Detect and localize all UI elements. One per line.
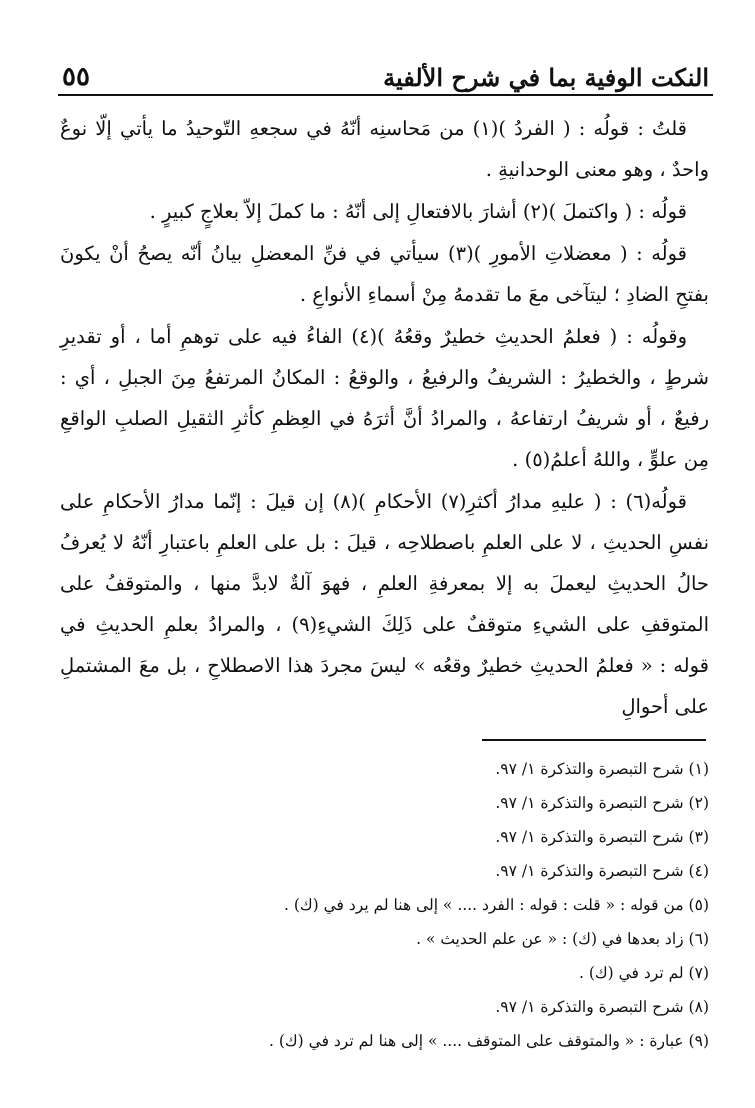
footnotes — [60, 752, 709, 1058]
page-number: ٥٥ — [62, 62, 90, 92]
footnote: (٤) شرح التبصرة والتذكرة ١/ ٩٧. — [495, 862, 709, 880]
paragraph: وقولُه : ( فعلمُ الحديثِ خطيرٌ وقعُهُ )(٤) الفاءُ فيه على توهمِ أما ، أو تقديرِ شرطٍ ، والخطيرُ : الشريفُ والرفيعُ ، والوقعُ : المكانُ المرتفعُ مِنَ الجبلِ ، أي : رفيعٌ ، أو شريفُ ارتفاعهُ ، والمرادُ أنَّ أثرَهُ في العِظمِ كأثرِ الثقيلِ الصلبِ الواقعِ مِن علوٍّ ، واللهُ أعلمُ(٥) . — [60, 325, 709, 471]
header-rule — [58, 94, 713, 96]
footnote: (٩) عبارة : « والمتوقف على المتوقف .... » إلى هنا لم ترد في (ك) . — [269, 1032, 709, 1050]
running-title: النكت الوفية بما في شرح الألفية — [383, 63, 709, 92]
footnote: (٣) شرح التبصرة والتذكرة ١/ ٩٧. — [495, 828, 709, 846]
paragraph: قولُه : ( معضلاتِ الأمورِ )(٣) سيأتي في فنِّ المعضلِ بيانُ أنّه يصحُ أنْ يكونَ بفتحِ الضادِ ؛ ليتآخى معَ ما تقدمهُ مِنْ أسماءِ الأنواعِ . — [60, 242, 709, 306]
footnote: (٧) لم ترد في (ك) . — [578, 964, 709, 982]
footnote: (٥) من قوله : « قلت : قوله : الفرد .... » إلى هنا لم يرد في (ك) . — [283, 896, 709, 914]
footnote-separator — [482, 739, 706, 741]
footnote: (٨) شرح التبصرة والتذكرة ١/ ٩٧. — [495, 998, 709, 1016]
footnote: (٦) زاد بعدها في (ك) : « عن علم الحديث » . — [416, 930, 709, 948]
paragraph: قولُه : ( واكتملَ )(٢) أشارَ بالافتعالِ إلى أنّهُ : ما كملَ إلاّ بعلاجٍ كبيرٍ . — [149, 200, 687, 223]
footnote: (١) شرح التبصرة والتذكرة ١/ ٩٧. — [495, 760, 709, 778]
body-text — [60, 108, 709, 727]
footnote: (٢) شرح التبصرة والتذكرة ١/ ٩٧. — [495, 794, 709, 812]
paragraph: قلتُ : قولُه : ( الفردُ )(١) من مَحاسنِه أنّهُ في سجعهِ التّوحيدُ ما يأتي إلّا نوعٌ واحدٌ ، وهو معنى الوحدانيةِ . — [60, 117, 709, 181]
page-header — [62, 40, 709, 92]
paragraph: قولُه(٦) : ( عليهِ مدارُ أكثرِ(٧) الأحكامِ )(٨) إن قيلَ : إنّما مدارُ الأحكامِ على نفسِ الحديثِ ، لا على العلمِ باصطلاحِه ، قيلَ : بل على العلمِ باعتبارِ أنّهُ لا يُعرفُ حالُ الحديثِ ليعملَ به إلا بمعرفةِ العلمِ ، فهوَ آلةٌ لابدَّ منها ، والمتوقفُ على المتوقفِ على الشيءِ متوقفٌ على ذَلِكَ الشيءِ(٩) ، والمرادُ بعلمِ الحديثِ في قوله : « فعلمُ الحديثِ خطيرٌ وقعُه » ليسَ مجردَ هذا الاصطلاحِ ، بل معَ المشتملِ على أحوالِ — [60, 490, 709, 718]
